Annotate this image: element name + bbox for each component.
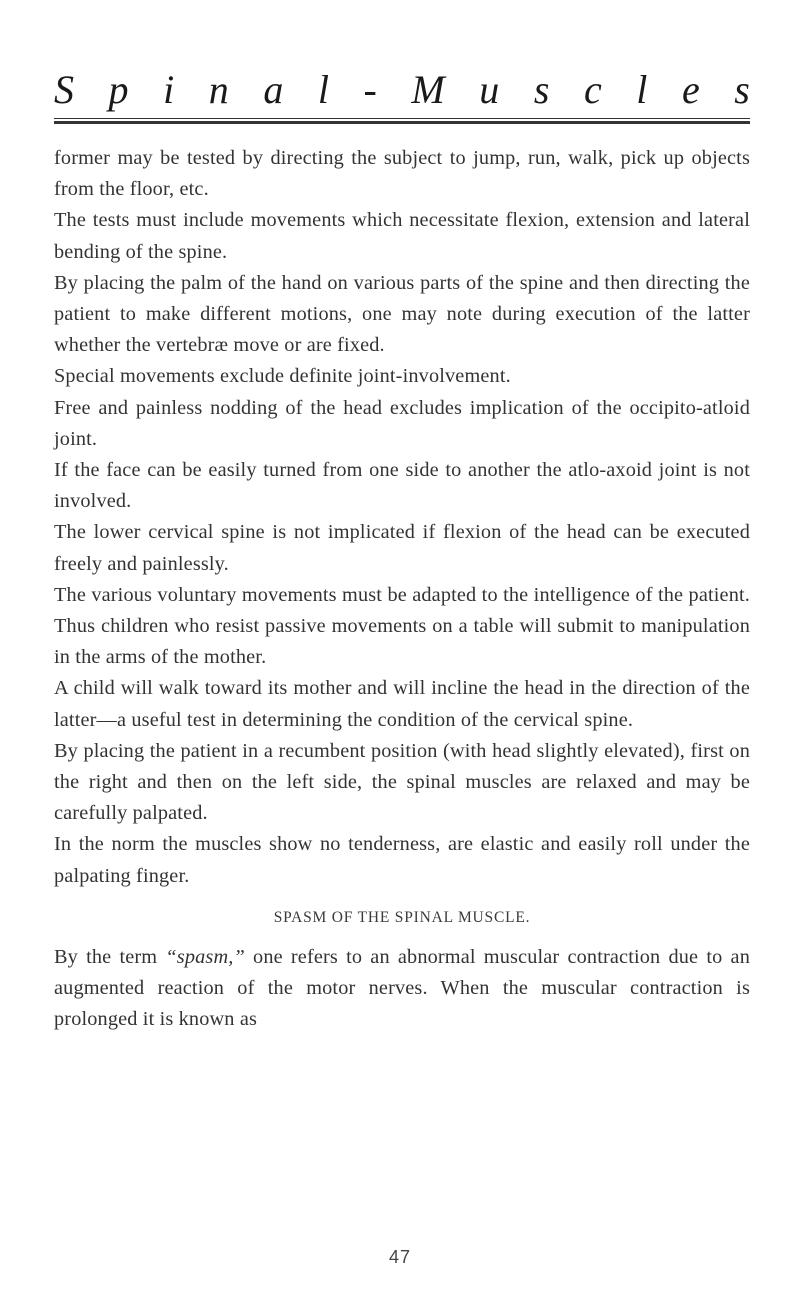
running-head-letter: s [533, 67, 550, 112]
running-head-letter: l [636, 67, 648, 112]
running-head-letter: i [163, 67, 175, 112]
section-paragraph [54, 942, 750, 1036]
running-head-letter: l [317, 67, 329, 112]
section-paragraph-lead: By the term [54, 945, 166, 968]
running-head-letter: n [208, 67, 229, 112]
running-head [54, 66, 750, 114]
running-head-letter: u [479, 67, 500, 112]
paragraph: The lower cervical spine is not implicated if flexion of the head can be executed freely and painlessly. [54, 521, 750, 575]
spasm-term: “spasm,” [165, 945, 245, 968]
running-head-letter: p [108, 67, 129, 112]
paragraph: The various voluntary movements must be adapted to the intelligence of the patient. Thus children who resist passive movements on a table will submit to manipulation in the arms of the mother. [54, 583, 750, 669]
page-number: 47 [388, 1247, 412, 1267]
section-heading: SPASM OF THE SPINAL MUSCLE. [273, 908, 531, 926]
paragraph: The tests must include movements which necessitate flexion, extension and lateral bending of the spine. [54, 209, 750, 263]
running-head-letter: a [263, 67, 284, 112]
body-text [54, 143, 750, 1035]
running-head-letter: s [734, 67, 750, 112]
paragraph: In the norm the muscles show no tenderness, are elastic and easily roll under the palpating finger. [54, 833, 750, 887]
running-head-letter: M [411, 67, 445, 112]
paragraph: If the face can be easily turned from one side to another the atlo-axoid joint is not involved. [54, 459, 750, 513]
header-rule-thin [54, 118, 750, 119]
running-head-letter: e [681, 67, 700, 112]
paragraph: former may be tested by directing the subject to jump, run, walk, pick up objects from the floor, etc. [54, 147, 750, 201]
running-head-letter: S [54, 67, 74, 112]
header-rule-thick [54, 121, 750, 124]
paragraph: By placing the palm of the hand on various parts of the spine and then directing the patient to make different motions, one may note during execution of the latter whether the vertebræ move or are fixed. [54, 271, 750, 357]
section-paragraph-rest: one refers to an abnormal muscular contraction due to an augmented reaction of the motor nerves. When the muscular contraction is prolonged it is known as [54, 945, 750, 1031]
paragraph: A child will walk toward its mother and will incline the head in the direction of the latter—a useful test in determining the condition of the cervical spine. [54, 677, 750, 731]
running-head-letter: c [583, 67, 602, 112]
paragraph: By placing the patient in a recumbent position (with head slightly elevated), first on the right and then on the left side, the spinal muscles are relaxed and may be carefully palpated. [54, 739, 750, 825]
running-head-letter: - [363, 67, 377, 112]
paragraph: Free and painless nodding of the head excludes implication of the occipito-atloid joint. [54, 396, 750, 450]
paragraph: Special movements exclude definite joint-involvement. [54, 365, 511, 388]
